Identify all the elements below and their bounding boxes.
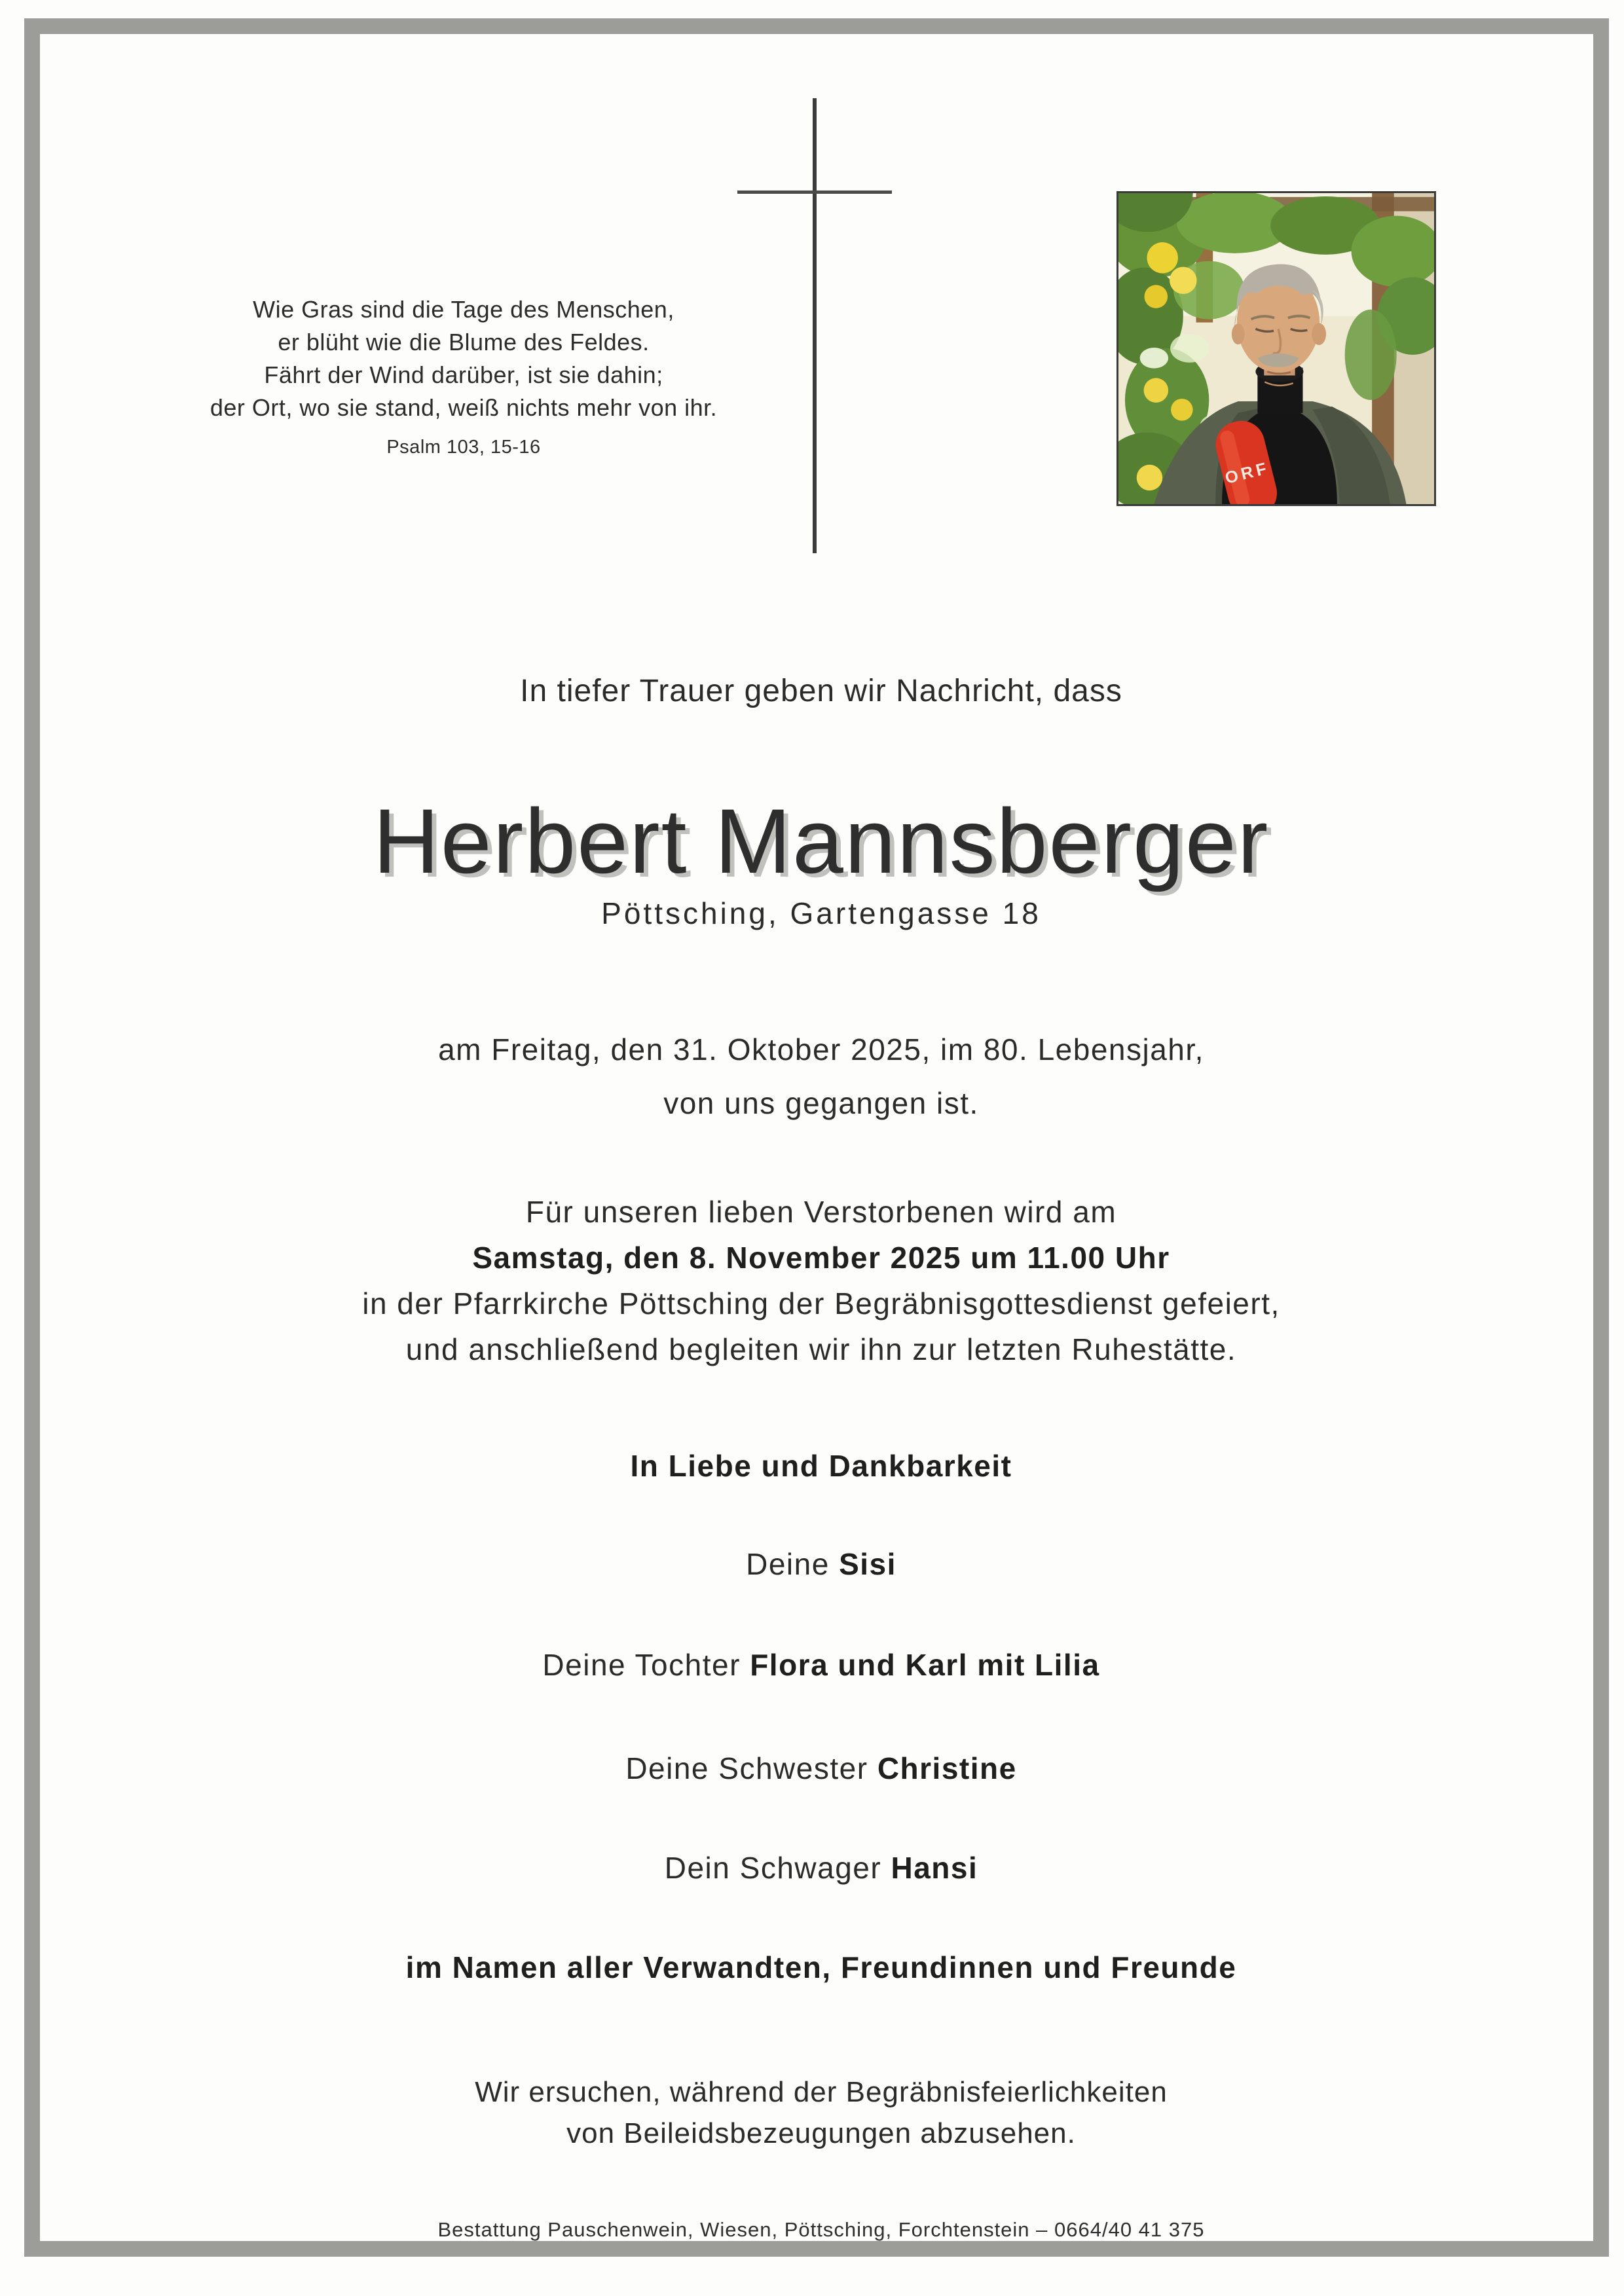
- psalm-line-2: er blüht wie die Blume des Feldes.: [278, 329, 650, 355]
- funeral-intro-line: Für unseren lieben Verstorbenen wird am: [525, 1195, 1117, 1229]
- funeral-details-block: [9, 1189, 1624, 1372]
- death-date-line: am Freitag, den 31. Oktober 2025, im 80. Lebensjahr,: [438, 1032, 1204, 1066]
- request-line-2: von Beileidsbezeugungen abzusehen.: [566, 2117, 1076, 2149]
- mourner-name: Hansi: [891, 1851, 978, 1885]
- cross-icon: [737, 191, 892, 194]
- mourner-name: Christine: [877, 1751, 1017, 1785]
- deceased-name: Herbert Mannsberger: [373, 790, 1270, 892]
- mourner-name: Flora und Karl mit Lilia: [750, 1648, 1100, 1682]
- death-passed-line: von uns gegangen ist.: [663, 1086, 979, 1120]
- cross-icon: [813, 98, 817, 553]
- funeral-church-line: in der Pfarrkirche Pöttsching der Begräbnisgottesdienst gefeiert,: [362, 1286, 1280, 1321]
- request-line-1: Wir ersuchen, während der Begräbnisfeierlichkeiten: [475, 2076, 1168, 2108]
- mourners-heading: In Liebe und Dankbarkeit: [630, 1449, 1012, 1483]
- mourner-entry: [9, 1751, 1624, 1786]
- psalm-line-4: der Ort, wo sie stand, weiß nichts mehr von ihr.: [210, 394, 718, 421]
- mourner-entry: [9, 1647, 1624, 1683]
- mic-label: ORF: [1223, 458, 1272, 488]
- funeral-datetime-line: Samstag, den 8. November 2025 um 11.00 Uhr: [472, 1241, 1170, 1275]
- death-notice-block: [9, 1023, 1624, 1130]
- mourners-closing-line: im Namen aller Verwandten, Freundinnen und Freunde: [405, 1950, 1237, 1984]
- mourner-entry: [9, 1850, 1624, 1886]
- mourner-relation: Deine Tochter: [542, 1648, 750, 1682]
- condolence-request-block: [9, 2071, 1624, 2154]
- announcement-line: In tiefer Trauer geben wir Nachricht, dass: [520, 674, 1122, 708]
- funeral-home-footer: Bestattung Pauschenwein, Wiesen, Pöttsching, Forchtenstein – 0664/40 41 375: [437, 2218, 1205, 2241]
- mourner-relation: Deine: [746, 1547, 840, 1581]
- psalm-line-1: Wie Gras sind die Tage des Menschen,: [253, 296, 674, 323]
- deceased-photo: [1116, 191, 1436, 506]
- mourner-relation: Dein Schwager: [664, 1851, 891, 1885]
- deceased-address: Pöttsching, Gartengasse 18: [601, 896, 1041, 930]
- mourner-name: Sisi: [839, 1547, 896, 1581]
- funeral-burial-line: und anschließend begleiten wir ihn zur letzten Ruhestätte.: [405, 1332, 1237, 1366]
- mourner-relation: Deine Schwester: [625, 1751, 877, 1785]
- psalm-reference: Psalm 103, 15-16: [386, 437, 541, 458]
- deceased-photo-illustration: [1118, 193, 1434, 504]
- psalm-line-3: Fährt der Wind darüber, ist sie dahin;: [264, 361, 663, 388]
- psalm-quote: [162, 293, 765, 464]
- mourner-entry: [9, 1546, 1624, 1582]
